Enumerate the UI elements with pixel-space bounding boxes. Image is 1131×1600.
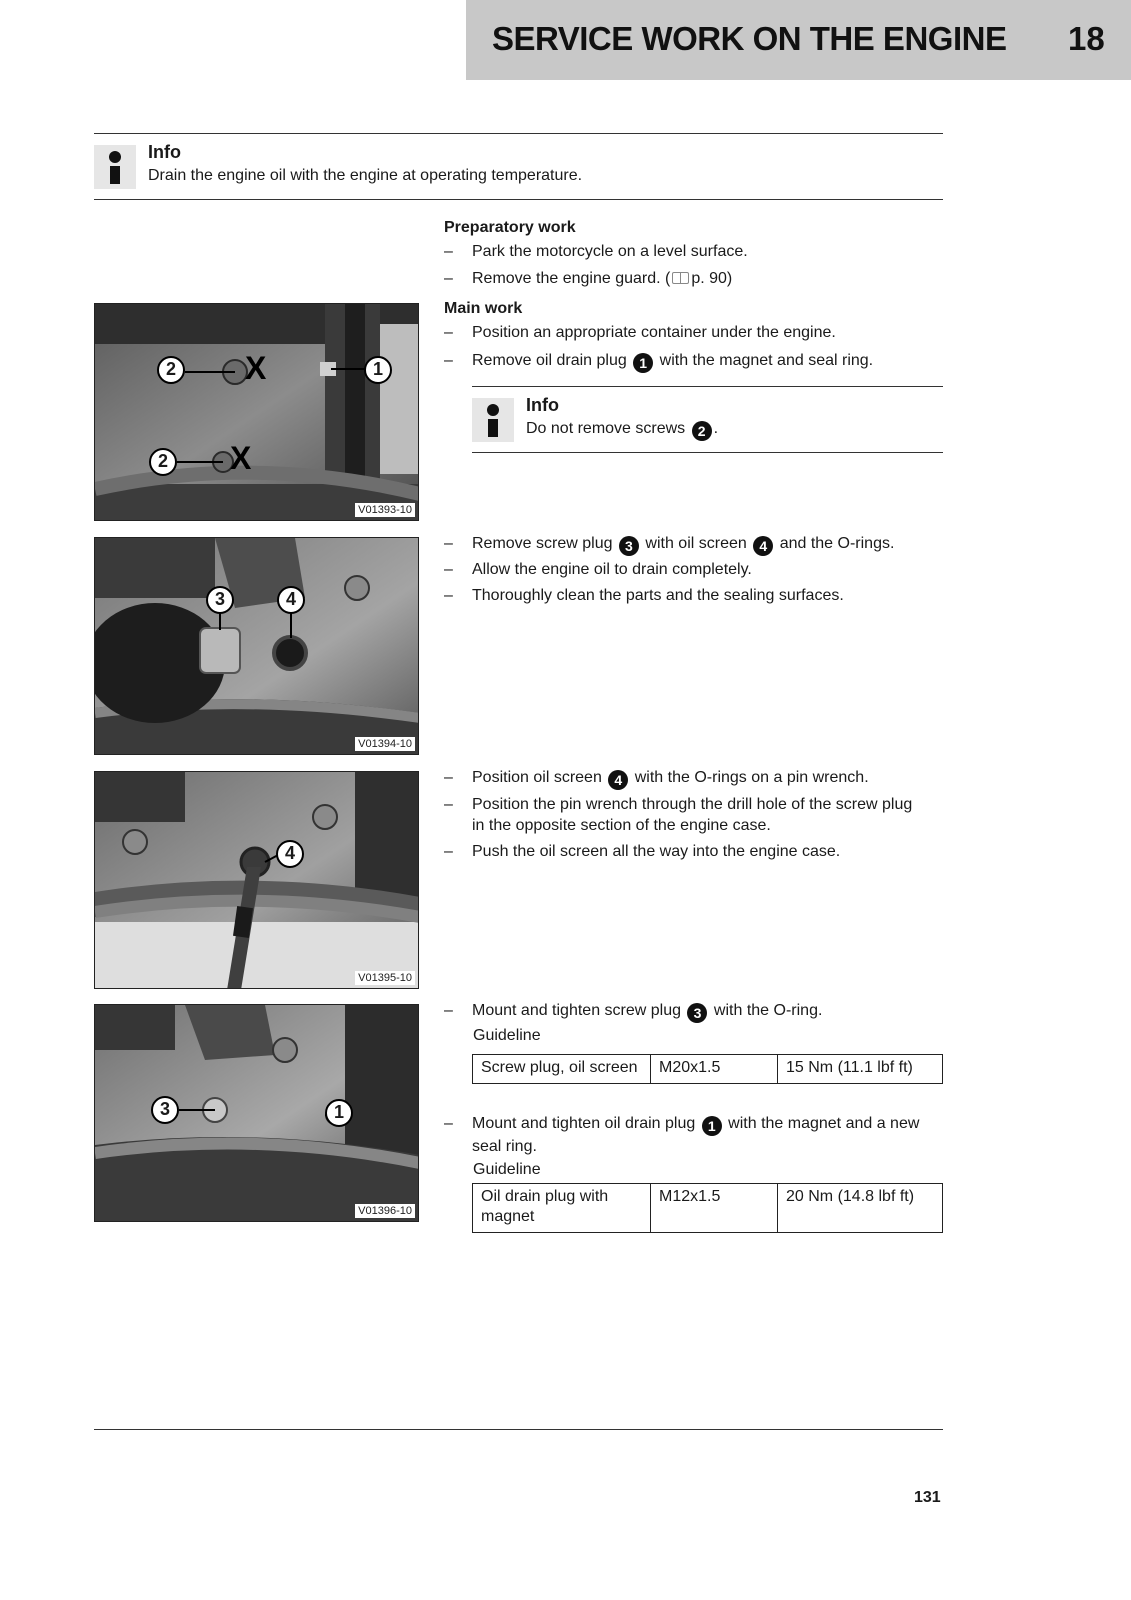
info-title: Info: [148, 142, 181, 162]
step-item: – Remove screw plug 3 with oil screen 4 and the O-rings.: [444, 535, 895, 554]
callout-1: 1: [333, 1102, 344, 1122]
callout-3: 3: [687, 1003, 707, 1023]
divider: [472, 386, 943, 387]
footer-divider: [94, 1429, 943, 1430]
guideline-label: Guideline: [473, 1161, 541, 1178]
callout-1: 1: [702, 1116, 722, 1136]
table-cell: Screw plug, oil screen: [473, 1055, 651, 1084]
divider: [94, 133, 943, 134]
do-not-remove-mark: X: [245, 350, 267, 386]
divider: [472, 452, 943, 453]
callout-4: 4: [285, 589, 296, 609]
table-cell: 20 Nm (14.8 lbf ft): [778, 1184, 943, 1233]
photo-code: V01396-10: [355, 1204, 415, 1218]
photo-code: V01395-10: [355, 971, 415, 985]
step-item: – Position an appropriate container under the engine.: [444, 324, 836, 341]
photo-mount-plugs: [94, 1004, 419, 1222]
step-item: – Thoroughly clean the parts and the sealing surfaces.: [444, 587, 844, 604]
info-icon: [94, 145, 136, 189]
preparatory-heading: Preparatory work: [444, 219, 576, 236]
callout-4: 4: [753, 536, 773, 556]
photo-screw-plug: [94, 537, 419, 755]
callout-2: 2: [692, 421, 712, 441]
callout-3: 3: [619, 536, 639, 556]
chapter-number: 18: [1068, 20, 1105, 57]
photo-code: V01393-10: [355, 503, 415, 517]
guideline-label: Guideline: [473, 1027, 541, 1044]
callout-3: 3: [159, 1099, 170, 1119]
page-title: SERVICE WORK ON THE ENGINE: [492, 20, 1007, 57]
step-item: – Remove the engine guard. ( p. 90): [444, 270, 733, 287]
photo-code: V01394-10: [355, 737, 415, 751]
page-number: 131: [914, 1489, 941, 1506]
step-item: – Mount and tighten screw plug 3 with the O-ring.: [444, 1002, 823, 1021]
callout-4: 4: [608, 770, 628, 790]
step-item: – Mount and tighten oil drain plug 1 with the magnet and a new seal ring.: [444, 1115, 920, 1155]
step-item: – Push the oil screen all the way into the engine case.: [444, 843, 841, 860]
torque-table: [472, 1183, 943, 1233]
step-item: – Position oil screen 4 with the O-rings on a pin wrench.: [444, 769, 869, 788]
step-item: – Remove oil drain plug 1 with the magnet and seal ring.: [444, 352, 874, 371]
info-title: Info: [526, 395, 559, 415]
callout-3: 3: [214, 589, 225, 609]
table-cell: 15 Nm (11.1 lbf ft): [778, 1055, 943, 1084]
step-item: – Position the pin wrench through the drill hole of the screw plug in the opposite section of the engine case.: [444, 796, 913, 834]
main-work-heading: Main work: [444, 300, 523, 317]
callout-4: 4: [284, 843, 295, 863]
photo-pin-wrench: [94, 771, 419, 989]
photo-drain-plug: [94, 303, 419, 521]
step-item: – Allow the engine oil to drain completely.: [444, 561, 752, 578]
callout-1: 1: [372, 359, 383, 379]
callout-2: 2: [157, 451, 168, 471]
book-icon: [672, 272, 689, 284]
do-not-remove-mark: X: [230, 440, 252, 476]
table-cell: M20x1.5: [651, 1055, 778, 1084]
torque-table: [472, 1054, 943, 1084]
info-text: Do not remove screws 2 .: [526, 420, 719, 439]
divider: [94, 199, 943, 200]
table-cell: Oil drain plug with magnet: [473, 1184, 651, 1233]
callout-2: 2: [165, 359, 176, 379]
page-reference[interactable]: p. 90): [691, 270, 733, 287]
info-icon: [472, 398, 514, 442]
step-item: – Park the motorcycle on a level surface.: [444, 243, 748, 260]
info-text: Drain the engine oil with the engine at operating temperature.: [148, 167, 583, 184]
table-row: [473, 1184, 943, 1233]
table-row: [473, 1055, 943, 1084]
callout-1: 1: [633, 353, 653, 373]
table-cell: M12x1.5: [651, 1184, 778, 1233]
